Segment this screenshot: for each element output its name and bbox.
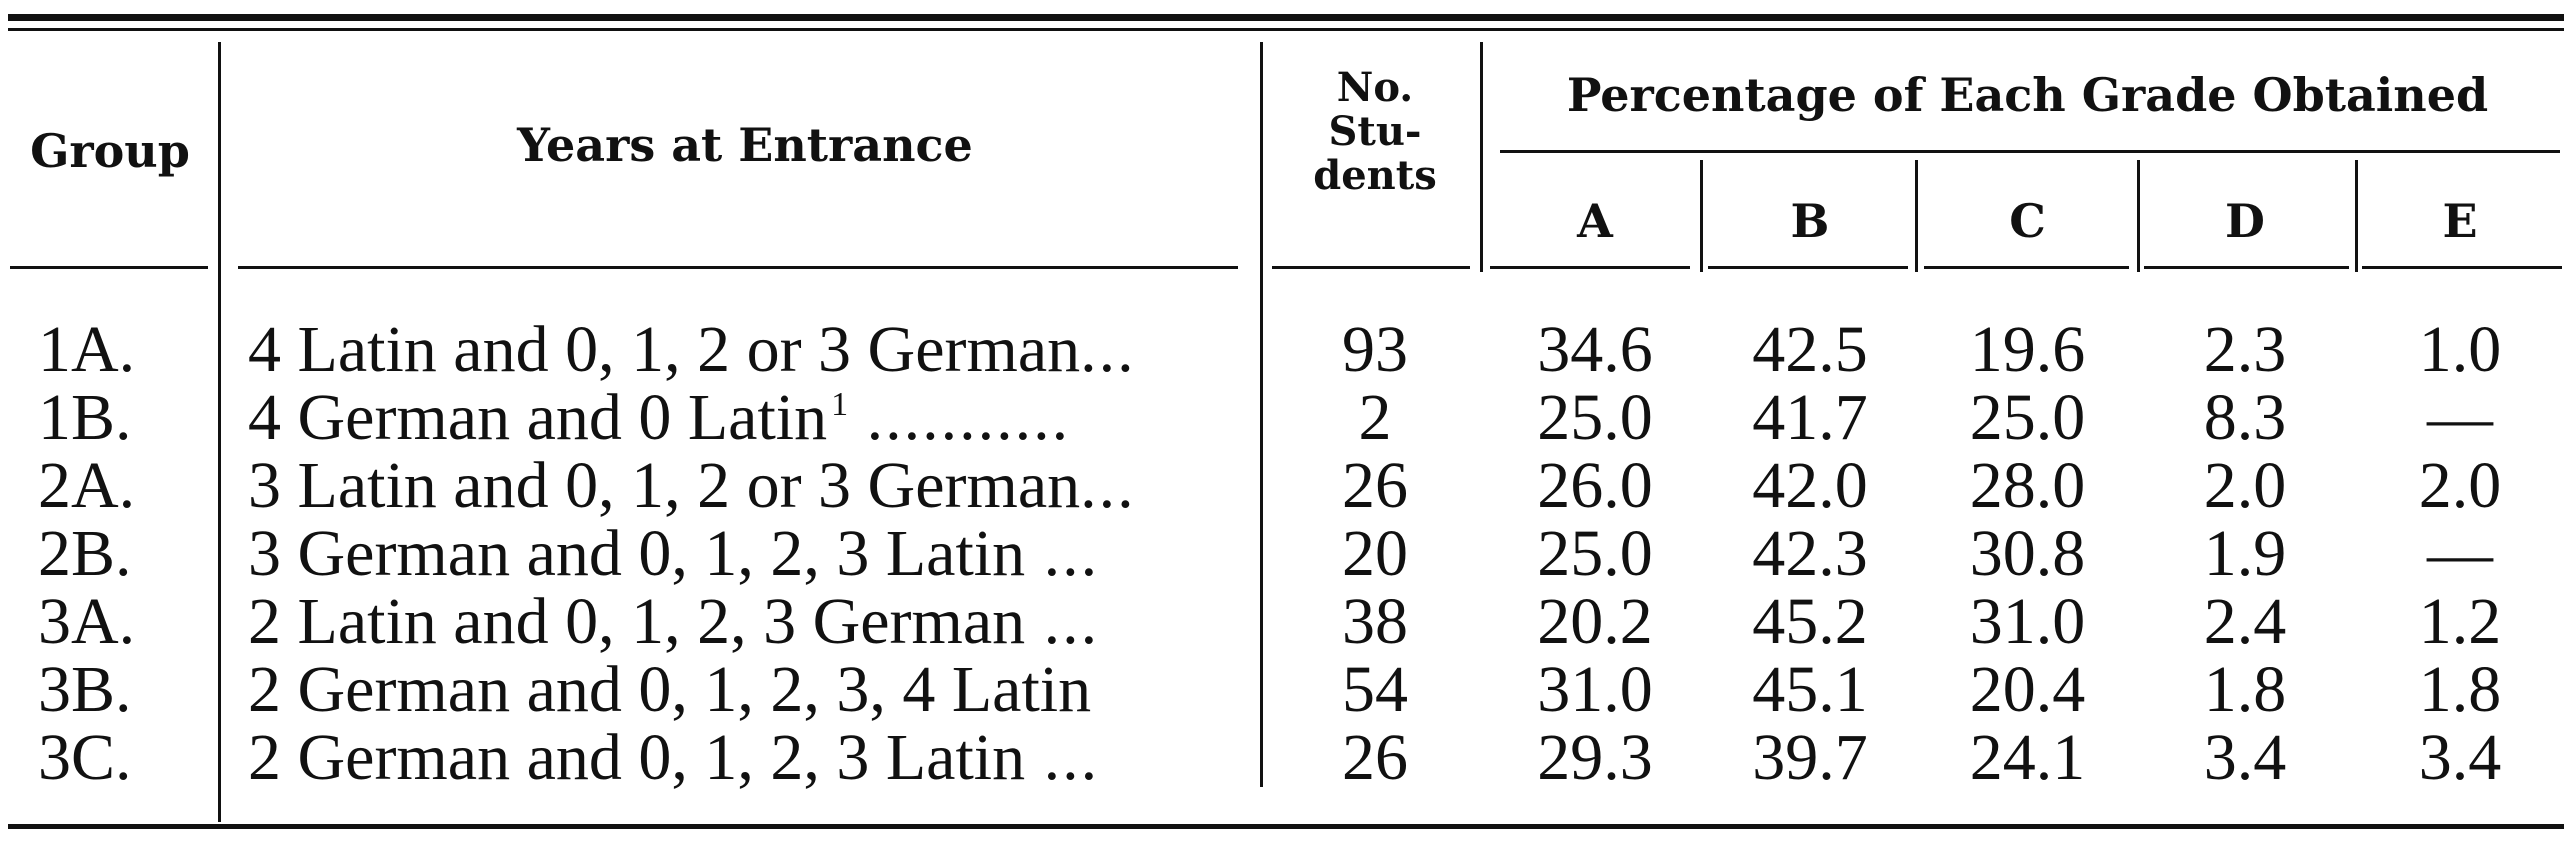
grade-b-cell: 45.1 — [1752, 653, 1868, 726]
grade-c-cell: 31.0 — [1969, 585, 2086, 658]
header-rule-students — [1272, 266, 1470, 269]
header-rule-a — [1490, 266, 1690, 269]
grade-c-cell: 28.0 — [1969, 449, 2086, 522]
footnote-marker: 1 — [831, 386, 849, 423]
table-row — [0, 449, 2572, 522]
group-cell: 1A. — [38, 313, 136, 386]
years-cell — [248, 721, 1238, 794]
grade-e-cell: 1.0 — [2418, 313, 2502, 386]
group-cell: 2B. — [38, 517, 132, 590]
dot-leaders: ... — [1025, 517, 1100, 590]
dot-leaders: ........... — [848, 381, 1071, 454]
grade-a-header: A — [1577, 194, 1613, 248]
students-cell: 38 — [1342, 585, 1408, 658]
years-cell — [248, 449, 1238, 522]
group-cell: 1B. — [38, 381, 132, 454]
years-text: 2 Latin and 0, 1, 2, 3 German — [248, 585, 1026, 658]
column-divider-a — [1700, 160, 1703, 272]
grade-e-cell: 3.4 — [2418, 721, 2502, 794]
grade-b-header: B — [1790, 194, 1830, 248]
grade-e-cell: 1.2 — [2418, 585, 2502, 658]
column-divider-students — [1480, 42, 1483, 272]
group-cell: 2A. — [38, 449, 136, 522]
years-text: 2 German and 0, 1, 2, 3, 4 Latin — [248, 653, 1092, 726]
years-text: 3 German and 0, 1, 2, 3 Latin — [248, 517, 1026, 590]
grade-a-cell: 25.0 — [1537, 517, 1653, 590]
grade-b-cell: 45.2 — [1752, 585, 1868, 658]
students-cell: 26 — [1342, 449, 1408, 522]
grade-c-header: C — [2009, 194, 2046, 248]
grade-c-cell: 30.8 — [1969, 517, 2086, 590]
grade-d-cell: 8.3 — [2203, 381, 2287, 454]
group-cell: 3C. — [38, 721, 132, 794]
grade-a-cell: 34.6 — [1537, 313, 1653, 386]
grade-b-cell: 42.5 — [1752, 313, 1868, 386]
header-rule-c — [1924, 266, 2129, 269]
grade-c-cell: 25.0 — [1969, 381, 2086, 454]
dot-leaders: ... — [1080, 313, 1136, 386]
header-rule-e — [2362, 266, 2562, 269]
dot-leaders: ... — [1025, 721, 1100, 794]
years-header: Years at Entrance — [517, 118, 973, 172]
students-cell: 93 — [1342, 313, 1408, 386]
students-header: No. Stu- dents — [1313, 64, 1437, 199]
column-divider-d — [2355, 160, 2358, 272]
students-cell: 2 — [1358, 381, 1392, 454]
group-header: Group — [30, 124, 190, 178]
years-text: 4 Latin and 0, 1, 2 or 3 German — [248, 313, 1081, 386]
years-cell — [248, 653, 1238, 726]
dot-leaders: ... — [1080, 449, 1136, 522]
grade-c-cell: 19.6 — [1969, 313, 2086, 386]
grade-b-cell: 41.7 — [1752, 381, 1868, 454]
years-cell — [248, 517, 1238, 590]
students-cell: 26 — [1342, 721, 1408, 794]
percentage-header-underline — [1500, 150, 2560, 153]
column-divider-b — [1915, 160, 1918, 272]
percentage-header: Percentage of Each Grade Obtained — [1566, 68, 2489, 122]
table-row — [0, 313, 2572, 386]
years-text: 4 German and 0 Latin — [248, 381, 828, 454]
grade-d-cell: 3.4 — [2203, 721, 2287, 794]
grade-a-cell: 31.0 — [1537, 653, 1653, 726]
grade-b-cell: 42.0 — [1752, 449, 1868, 522]
header-rule-group — [10, 266, 208, 269]
grade-a-cell: 25.0 — [1537, 381, 1653, 454]
bottom-rule — [8, 824, 2564, 829]
students-cell: 54 — [1342, 653, 1408, 726]
dot-leaders: ... — [1025, 585, 1100, 658]
table-row — [0, 517, 2572, 590]
grade-d-cell: 1.9 — [2203, 517, 2287, 590]
grade-d-cell: 1.8 — [2203, 653, 2287, 726]
grade-c-cell: 20.4 — [1969, 653, 2086, 726]
grade-e-cell: — — [2427, 517, 2493, 590]
grade-e-cell: 2.0 — [2418, 449, 2502, 522]
table-row — [0, 381, 2572, 454]
years-text: 2 German and 0, 1, 2, 3 Latin — [248, 721, 1026, 794]
grade-d-header: D — [2225, 194, 2265, 248]
header-rule-b — [1708, 266, 1908, 269]
header-rule-years — [238, 266, 1238, 269]
grade-b-cell: 39.7 — [1752, 721, 1868, 794]
grade-d-cell: 2.0 — [2203, 449, 2287, 522]
grade-e-cell: 1.8 — [2418, 653, 2502, 726]
students-cell: 20 — [1342, 517, 1408, 590]
grade-d-cell: 2.4 — [2203, 585, 2287, 658]
years-cell — [248, 381, 1238, 454]
grade-d-cell: 2.3 — [2203, 313, 2287, 386]
grade-e-header: E — [2442, 194, 2478, 248]
table-row — [0, 585, 2572, 658]
group-cell: 3A. — [38, 585, 136, 658]
top-rule-thick — [8, 14, 2564, 21]
grade-e-cell: — — [2427, 381, 2493, 454]
grade-c-cell: 24.1 — [1969, 721, 2086, 794]
grade-b-cell: 42.3 — [1752, 517, 1868, 590]
years-cell — [248, 585, 1238, 658]
grade-a-cell: 29.3 — [1537, 721, 1653, 794]
table-row — [0, 653, 2572, 726]
years-text: 3 Latin and 0, 1, 2 or 3 German — [248, 449, 1081, 522]
grade-a-cell: 26.0 — [1537, 449, 1653, 522]
table-row — [0, 721, 2572, 794]
top-rule-thin — [8, 28, 2564, 31]
grade-a-cell: 20.2 — [1537, 585, 1653, 658]
group-cell: 3B. — [38, 653, 132, 726]
header-rule-d — [2144, 266, 2349, 269]
years-cell — [248, 313, 1238, 386]
